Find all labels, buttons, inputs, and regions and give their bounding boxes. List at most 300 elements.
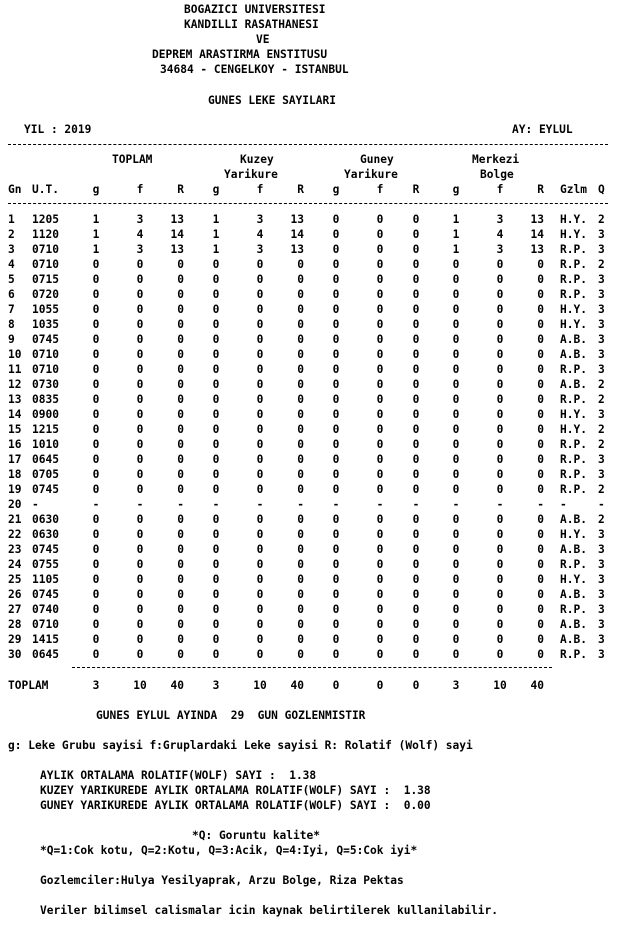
table-cell: 0 [212, 258, 220, 271]
table-cell: 0 [297, 273, 304, 286]
table-cell: H.Y. [560, 573, 587, 586]
table-cell: 0 [92, 333, 100, 346]
table-cell: 0 [452, 423, 460, 436]
table-cell: 0 [177, 453, 184, 466]
table-cell: 4 [8, 258, 15, 271]
table-cell: 0 [496, 423, 504, 436]
table-cell: 0 [92, 258, 100, 271]
table-cell: 5 [8, 273, 15, 286]
totals-cell: 40 [290, 679, 304, 692]
table-cell: 0 [256, 633, 264, 646]
table-cell: 0 [212, 363, 220, 376]
table-cell: 0 [412, 303, 420, 316]
table-cell: 0 [256, 453, 264, 466]
table-cell: 0 [537, 423, 544, 436]
table-cell: 0 [496, 618, 504, 631]
table-cell: 0 [297, 633, 304, 646]
observed-days: GUNES EYLUL AYINDA 29 GUN GOZLENMISTIR [96, 709, 366, 722]
table-cell: 0 [332, 258, 340, 271]
table-cell: 3 [256, 213, 264, 226]
table-cell: 0 [537, 513, 544, 526]
table-cell: 0 [376, 318, 384, 331]
table-cell: 0 [537, 603, 544, 616]
table-cell: 0 [376, 528, 384, 541]
table-cell: 0 [136, 288, 144, 301]
column-header: g [332, 183, 340, 196]
table-cell: 0 [376, 348, 384, 361]
table-cell: 12 [8, 378, 22, 391]
table-cell: 0 [452, 528, 460, 541]
group-guney-sub: Yarikure [344, 168, 398, 181]
table-cell: 4 [256, 228, 264, 241]
table-cell: 0 [92, 468, 100, 481]
table-cell: 3 [598, 288, 605, 301]
table-cell: 1 [8, 213, 15, 226]
table-cell: 0745 [32, 588, 59, 601]
table-cell: 0 [177, 423, 184, 436]
table-cell: 0 [376, 408, 384, 421]
table-cell: 3 [598, 243, 605, 256]
table-cell: 0 [412, 378, 420, 391]
table-cell: 0 [297, 258, 304, 271]
table-cell: 0 [256, 273, 264, 286]
table-cell: 25 [8, 573, 22, 586]
column-header: R [297, 183, 304, 196]
table-cell: 0 [136, 318, 144, 331]
table-cell: 0645 [32, 453, 59, 466]
column-header: R [177, 183, 184, 196]
table-cell: 0 [376, 393, 384, 406]
table-cell: 13 [170, 213, 184, 226]
table-cell: 0 [452, 408, 460, 421]
table-cell: R.P. [560, 483, 587, 496]
table-cell: 0 [452, 618, 460, 631]
table-cell: 0 [177, 438, 184, 451]
table-cell: 1120 [32, 228, 59, 241]
table-cell: 0 [537, 393, 544, 406]
table-cell: 0705 [32, 468, 59, 481]
table-cell: 0 [452, 318, 460, 331]
table-cell: 0 [452, 378, 460, 391]
table-cell: 3 [598, 348, 605, 361]
table-cell: - [256, 498, 264, 511]
table-cell: 0 [376, 303, 384, 316]
table-cell: 0 [537, 288, 544, 301]
table-cell: 0 [376, 573, 384, 586]
table-cell: 0 [496, 633, 504, 646]
header-line-1: BOGAZICI UNIVERSITESI [184, 3, 326, 16]
table-cell: 0 [297, 468, 304, 481]
table-cell: 3 [598, 558, 605, 571]
totals-cell: 3 [212, 679, 220, 692]
table-cell: 0 [92, 303, 100, 316]
table-cell: 0900 [32, 408, 59, 421]
table-cell: 0 [452, 288, 460, 301]
table-cell: - [598, 498, 605, 511]
table-cell: 0 [452, 363, 460, 376]
table-cell: 0 [412, 423, 420, 436]
table-cell: 2 [598, 483, 605, 496]
table-cell: 0 [376, 483, 384, 496]
table-cell: 0 [537, 618, 544, 631]
table-cell: H.Y. [560, 228, 587, 241]
table-cell: - [332, 498, 340, 511]
table-cell: 0 [332, 333, 340, 346]
table-cell: 1010 [32, 438, 59, 451]
table-cell: 0 [136, 468, 144, 481]
avg-north: KUZEY YARIKUREDE AYLIK ORTALAMA ROLATIF(WOLF) SAYI : 1.38 [40, 784, 431, 797]
table-cell: 0 [452, 603, 460, 616]
table-cell: - [136, 498, 144, 511]
table-cell: 16 [8, 438, 22, 451]
table-cell: 0 [496, 333, 504, 346]
table-cell: 0 [136, 528, 144, 541]
table-cell: 0 [212, 318, 220, 331]
table-cell: 0 [177, 273, 184, 286]
table-cell: 0 [537, 378, 544, 391]
table-cell: 28 [8, 618, 22, 631]
table-cell: 0 [256, 468, 264, 481]
table-cell: 0 [496, 288, 504, 301]
table-cell: 8 [8, 318, 15, 331]
column-header: R [537, 183, 544, 196]
citation: Veriler bilimsel calismalar icin kaynak belirtilerek kullanilabilir. [40, 904, 499, 917]
table-cell: 0 [332, 513, 340, 526]
divider [8, 203, 608, 204]
avg-south: GUNEY YARIKUREDE AYLIK ORTALAMA ROLATIF(WOLF) SAYI : 0.00 [40, 799, 431, 812]
table-cell: 0 [297, 618, 304, 631]
group-guney: Guney [360, 153, 394, 166]
table-cell: 0 [452, 333, 460, 346]
table-cell: 0 [92, 573, 100, 586]
table-cell: 0 [256, 408, 264, 421]
table-cell: - [212, 498, 220, 511]
table-cell: 0 [496, 363, 504, 376]
totals-cell: 0 [376, 679, 384, 692]
table-cell: 0745 [32, 543, 59, 556]
table-cell: 0 [177, 573, 184, 586]
table-cell: 1 [212, 228, 220, 241]
divider [8, 144, 608, 145]
table-cell: 0 [376, 438, 384, 451]
table-cell: - [177, 498, 184, 511]
column-header: Q [598, 183, 605, 196]
table-cell: 0 [537, 318, 544, 331]
table-cell: 0 [376, 513, 384, 526]
table-cell: 0 [297, 483, 304, 496]
table-cell: 0 [537, 468, 544, 481]
table-cell: 14 [170, 228, 184, 241]
table-cell: R.P. [560, 393, 587, 406]
table-cell: 0 [297, 378, 304, 391]
table-cell: 0 [537, 648, 544, 661]
table-cell: 0 [332, 468, 340, 481]
table-cell: 0 [412, 393, 420, 406]
table-cell: 0 [136, 543, 144, 556]
table-cell: 0 [537, 573, 544, 586]
table-cell: 0 [212, 453, 220, 466]
table-cell: 30 [8, 648, 22, 661]
table-cell: 3 [598, 603, 605, 616]
table-cell: 0 [136, 303, 144, 316]
table-cell: - [537, 498, 544, 511]
table-cell: 0 [256, 288, 264, 301]
table-cell: 0 [412, 618, 420, 631]
table-cell: 3 [496, 243, 504, 256]
table-cell: R.P. [560, 438, 587, 451]
table-cell: R.P. [560, 603, 587, 616]
table-cell: 0 [212, 303, 220, 316]
table-cell: 0 [452, 573, 460, 586]
table-cell: A.B. [560, 543, 587, 556]
table-cell: 0 [376, 543, 384, 556]
header-line-4: DEPREM ARASTIRMA ENSTITUSU [152, 48, 328, 61]
table-cell: 29 [8, 633, 22, 646]
table-cell: 0 [412, 513, 420, 526]
table-cell: 0 [177, 258, 184, 271]
table-cell: 0 [332, 408, 340, 421]
table-cell: - [376, 498, 384, 511]
totals-cell: 40 [530, 679, 544, 692]
column-header: Gn [8, 183, 22, 196]
table-cell: 0 [376, 333, 384, 346]
table-cell: 0 [92, 363, 100, 376]
table-cell: 0 [177, 408, 184, 421]
table-cell: 3 [136, 243, 144, 256]
table-cell: 0 [212, 393, 220, 406]
table-cell: 0 [412, 318, 420, 331]
table-cell: 0 [537, 453, 544, 466]
table-cell: 0 [412, 363, 420, 376]
table-cell: 0630 [32, 513, 59, 526]
table-cell: 0 [297, 648, 304, 661]
table-cell: 0 [332, 603, 340, 616]
table-cell: 0 [92, 543, 100, 556]
table-cell: 1 [452, 243, 460, 256]
observers: Gozlemciler:Hulya Yesilyaprak, Arzu Bolge, Riza Pektas [40, 874, 404, 887]
table-cell: 0 [177, 543, 184, 556]
table-cell: 3 [598, 453, 605, 466]
table-cell: 0 [332, 228, 340, 241]
table-cell: 0 [332, 348, 340, 361]
table-cell: 0 [496, 573, 504, 586]
table-cell: 0 [92, 348, 100, 361]
table-cell: 2 [598, 423, 605, 436]
table-cell: 0 [412, 573, 420, 586]
table-cell: - [560, 498, 567, 511]
table-cell: 2 [598, 393, 605, 406]
table-cell: 0 [332, 618, 340, 631]
table-cell: 19 [8, 483, 22, 496]
table-cell: 0 [136, 513, 144, 526]
table-cell: 3 [598, 318, 605, 331]
table-cell: A.B. [560, 618, 587, 631]
table-cell: 2 [8, 228, 15, 241]
table-cell: 0 [332, 648, 340, 661]
table-cell: 0 [412, 483, 420, 496]
table-cell: 1105 [32, 573, 59, 586]
header-line-3: VE [256, 33, 270, 46]
table-cell: 0 [412, 408, 420, 421]
table-cell: 0 [376, 603, 384, 616]
quality-title: *Q: Goruntu kalite* [192, 829, 320, 842]
table-cell: 0 [297, 423, 304, 436]
column-header: R [412, 183, 420, 196]
table-cell: 0 [332, 558, 340, 571]
table-cell: 0 [496, 318, 504, 331]
table-cell: 21 [8, 513, 22, 526]
table-cell: 0 [537, 303, 544, 316]
table-cell: 0 [332, 303, 340, 316]
table-cell: 0 [136, 573, 144, 586]
table-cell: R.P. [560, 258, 587, 271]
table-cell: 0 [212, 348, 220, 361]
table-cell: 0 [297, 333, 304, 346]
table-cell: 0 [376, 213, 384, 226]
table-cell: 0 [412, 258, 420, 271]
column-header: f [256, 183, 264, 196]
table-cell: 0 [92, 633, 100, 646]
table-cell: 1 [452, 228, 460, 241]
table-cell: 0 [332, 243, 340, 256]
table-cell: 0 [412, 273, 420, 286]
table-cell: 0 [376, 258, 384, 271]
table-cell: 1 [92, 243, 100, 256]
column-header: f [376, 183, 384, 196]
table-cell: R.P. [560, 648, 587, 661]
table-cell: 0710 [32, 348, 59, 361]
table-cell: 14 [8, 408, 22, 421]
table-cell: 0 [212, 513, 220, 526]
table-cell: 0 [136, 453, 144, 466]
table-cell: 13 [530, 213, 544, 226]
table-cell: 0 [412, 348, 420, 361]
table-cell: 0 [297, 408, 304, 421]
table-cell: 0 [256, 483, 264, 496]
table-cell: 0 [92, 453, 100, 466]
table-cell: 0 [212, 423, 220, 436]
table-cell: 0 [136, 438, 144, 451]
table-cell: 0 [537, 408, 544, 421]
table-cell: 0 [376, 288, 384, 301]
table-cell: 0 [256, 618, 264, 631]
table-cell: 0 [297, 603, 304, 616]
table-cell: 0 [177, 513, 184, 526]
table-cell: 0835 [32, 393, 59, 406]
table-cell: 0 [212, 633, 220, 646]
table-cell: 17 [8, 453, 22, 466]
totals-cell: 10 [493, 679, 507, 692]
table-cell: 0 [256, 558, 264, 571]
table-cell: 0 [92, 288, 100, 301]
table-cell: 0 [297, 363, 304, 376]
table-cell: 0 [297, 543, 304, 556]
table-cell: 0 [332, 213, 340, 226]
table-cell: 2 [598, 438, 605, 451]
table-cell: 13 [290, 213, 304, 226]
table-cell: 0 [92, 423, 100, 436]
table-cell: 0 [136, 558, 144, 571]
table-cell: 9 [8, 333, 15, 346]
table-cell: 0 [376, 423, 384, 436]
table-cell: 6 [8, 288, 15, 301]
table-cell: 0 [412, 213, 420, 226]
table-cell: - [412, 498, 420, 511]
table-cell: 7 [8, 303, 15, 316]
table-cell: 0 [92, 318, 100, 331]
table-cell: 0 [496, 468, 504, 481]
table-cell: 0 [136, 333, 144, 346]
table-cell: 1205 [32, 213, 59, 226]
table-cell: 1215 [32, 423, 59, 436]
table-cell: 0 [332, 543, 340, 556]
table-cell: 0 [136, 393, 144, 406]
table-cell: 0 [452, 648, 460, 661]
table-cell: 0 [412, 228, 420, 241]
table-cell: 0 [177, 288, 184, 301]
table-cell: 0 [92, 408, 100, 421]
table-cell: 11 [8, 363, 22, 376]
table-cell: 0710 [32, 243, 59, 256]
table-cell: 0 [496, 258, 504, 271]
table-cell: 0 [297, 453, 304, 466]
totals-cell: 10 [253, 679, 267, 692]
legend: g: Leke Grubu sayisi f:Gruplardaki Leke sayisi R: Rolatif (Wolf) sayi [8, 739, 473, 752]
column-header: g [212, 183, 220, 196]
table-cell: 3 [598, 633, 605, 646]
table-cell: 0 [496, 273, 504, 286]
table-cell: 3 [598, 588, 605, 601]
table-cell: 0 [452, 483, 460, 496]
table-cell: 0710 [32, 618, 59, 631]
table-cell: 0 [136, 423, 144, 436]
table-cell: 27 [8, 603, 22, 616]
table-cell: H.Y. [560, 303, 587, 316]
table-cell: 1 [212, 243, 220, 256]
table-cell: 0 [177, 363, 184, 376]
table-cell: 0 [256, 543, 264, 556]
table-cell: 0720 [32, 288, 59, 301]
table-cell: 0 [136, 588, 144, 601]
table-cell: 0 [256, 348, 264, 361]
table-cell: 0 [256, 513, 264, 526]
table-cell: 0 [92, 558, 100, 571]
table-cell: 3 [598, 528, 605, 541]
table-cell: 0 [297, 348, 304, 361]
table-cell: 3 [598, 228, 605, 241]
table-cell: 0 [412, 333, 420, 346]
column-header: f [496, 183, 504, 196]
table-cell: 0 [496, 588, 504, 601]
table-cell: 0 [256, 333, 264, 346]
table-cell: 0 [496, 303, 504, 316]
table-cell: 3 [8, 243, 15, 256]
table-cell: 4 [136, 228, 144, 241]
table-cell: 0 [332, 573, 340, 586]
table-cell: 0 [376, 588, 384, 601]
table-cell: A.B. [560, 588, 587, 601]
column-header: U.T. [32, 183, 59, 196]
table-cell: 0 [177, 303, 184, 316]
table-cell: 0 [212, 543, 220, 556]
table-cell: 0 [452, 633, 460, 646]
table-cell: 0 [212, 438, 220, 451]
table-cell: 0710 [32, 258, 59, 271]
table-cell: 2 [598, 258, 605, 271]
totals-cell: 40 [170, 679, 184, 692]
table-cell: 0 [537, 558, 544, 571]
table-cell: 0 [332, 378, 340, 391]
